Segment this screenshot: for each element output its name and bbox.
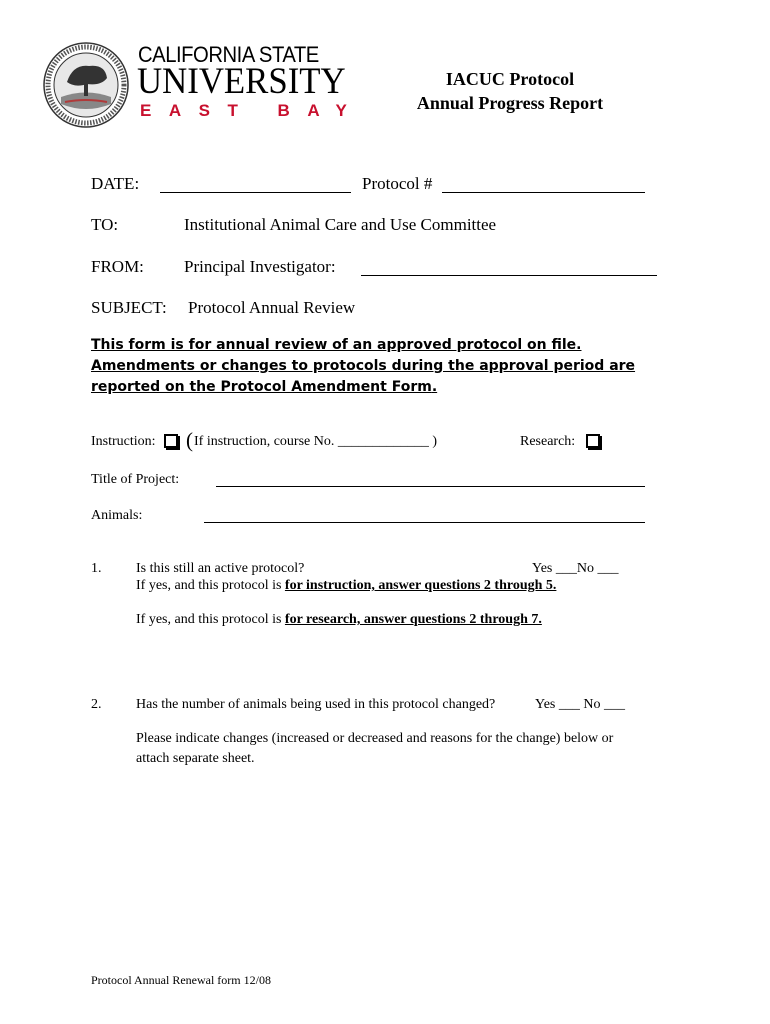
question-1-instruction-line xyxy=(136,578,556,594)
title-of-project-field[interactable] xyxy=(216,472,645,492)
date-label: DATE: xyxy=(91,174,140,193)
question-1-research-bold: for research, answer questions 2 through 7. xyxy=(284,612,542,627)
course-number-text: If instruction, course No. _____________ ) xyxy=(194,434,438,449)
question-1-yes-no: Yes ___No ___ xyxy=(532,561,619,576)
question-1-research-prefix: If yes, and this protocol is xyxy=(136,612,285,627)
question-1-text: Is this still an active protocol? xyxy=(136,561,305,576)
document-title xyxy=(400,67,620,115)
notice-line-3: reported on the Protocol Amendment Form xyxy=(91,379,432,395)
notice-line-3-period: . xyxy=(431,379,438,395)
animals-field[interactable] xyxy=(204,508,645,528)
principal-investigator-field[interactable] xyxy=(361,261,657,281)
footer-text: Protocol Annual Renewal form 12/08 xyxy=(91,973,271,987)
to-label: TO: xyxy=(91,215,119,234)
research-label: Research: xyxy=(520,434,576,449)
instruction-label: Instruction: xyxy=(91,434,156,449)
logo-text-east-bay: EAST BAY xyxy=(140,101,365,120)
title-line-1: IACUC Protocol xyxy=(445,69,575,89)
from-label: FROM: xyxy=(91,257,144,276)
question-1-research-line xyxy=(136,612,542,628)
question-1-number: 1. xyxy=(91,561,102,576)
subject-label: SUBJECT: xyxy=(91,298,167,317)
notice-line-2: Amendments or changes to protocols during the approval period are xyxy=(91,358,636,374)
notice-text xyxy=(91,335,691,398)
protocol-number-field[interactable] xyxy=(442,178,645,198)
to-value: Institutional Animal Care and Use Committee xyxy=(184,215,497,234)
protocol-number-label: Protocol # xyxy=(362,174,433,193)
animals-label: Animals: xyxy=(91,508,143,523)
research-checkbox[interactable] xyxy=(586,434,600,448)
question-2-number: 2. xyxy=(91,697,102,712)
principal-investigator-label: Principal Investigator: xyxy=(184,257,336,276)
subject-value: Protocol Annual Review xyxy=(188,298,356,317)
university-seal-logo xyxy=(43,42,129,128)
instruction-checkbox[interactable] xyxy=(164,434,178,448)
logo-text-california-state: CALIFORNIA STATE xyxy=(138,42,319,67)
question-1-instruction-bold: for instruction, answer questions 2 through 5. xyxy=(284,578,557,593)
notice-line-1: This form is for annual review of an approved protocol on file. xyxy=(91,337,582,353)
question-1-instruction-prefix: If yes, and this protocol is xyxy=(136,578,285,593)
logo-text-university: UNIVERSITY xyxy=(137,61,346,102)
question-2-yes-no: Yes ___ No ___ xyxy=(535,697,625,712)
question-2-instruction-line-2: attach separate sheet. xyxy=(136,751,255,766)
question-2-instruction-line-1: Please indicate changes (increased or decreased and reasons for the change) below or xyxy=(136,731,614,746)
title-of-project-label: Title of Project: xyxy=(91,472,180,487)
question-2-text: Has the number of animals being used in this protocol changed? xyxy=(136,697,496,712)
title-line-2: Annual Progress Report xyxy=(416,93,604,113)
date-field[interactable] xyxy=(160,178,351,198)
course-paren-open: ( xyxy=(186,428,193,452)
